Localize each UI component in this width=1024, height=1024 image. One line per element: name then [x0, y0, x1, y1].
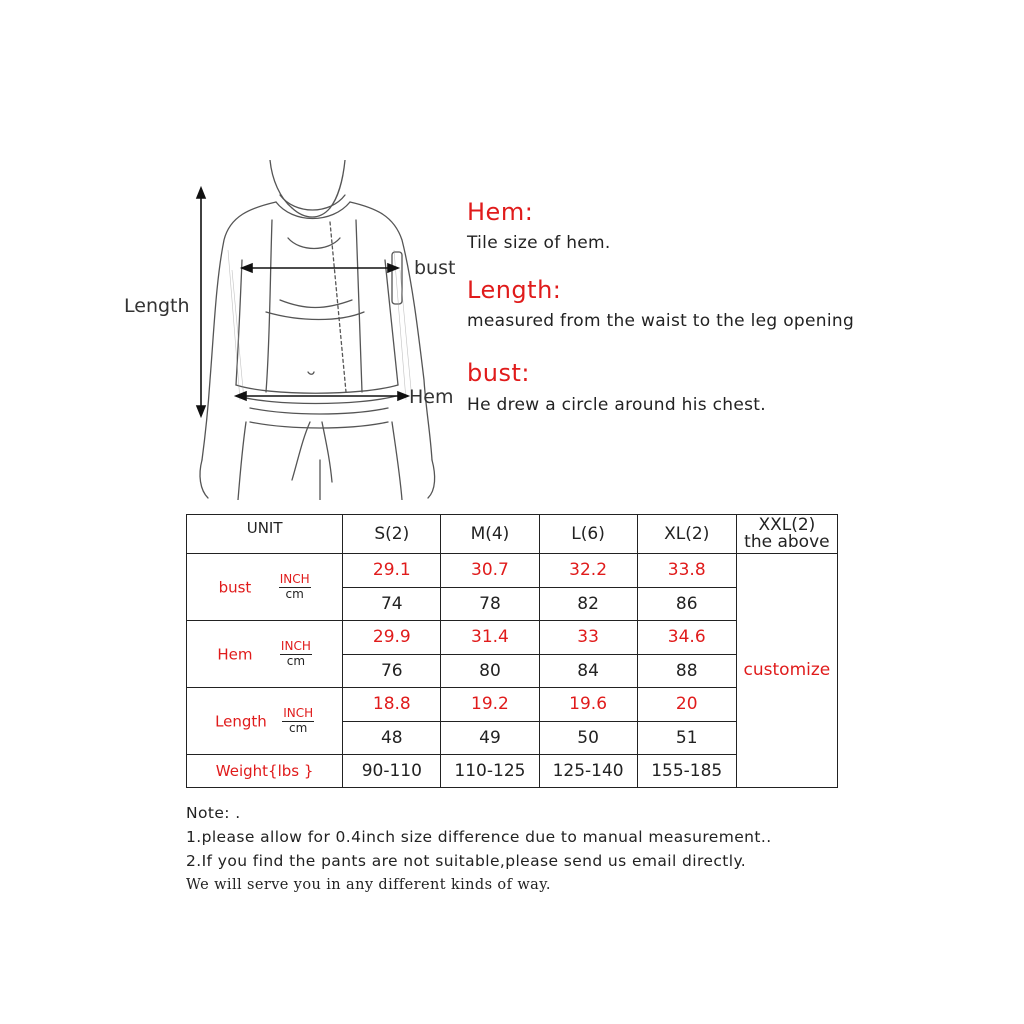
table-cell: 18.8 — [343, 688, 441, 722]
customize-cell — [736, 554, 837, 788]
table-cell: 82 — [539, 588, 637, 621]
size-header-xxl — [736, 515, 837, 554]
table-cell: 20 — [637, 688, 736, 722]
unit-header: UNIT — [187, 515, 343, 554]
customize-label: customize — [743, 660, 831, 680]
table-cell: 90-110 — [343, 755, 441, 788]
table-cell: 19.6 — [539, 688, 637, 722]
attribute-name: Hem — [217, 645, 253, 663]
note-line-2: 2.If you find the pants are not suitable,please send us email directly. — [186, 852, 747, 870]
table-cell: 78 — [441, 588, 539, 621]
table-cell: 29.1 — [343, 554, 441, 588]
note-line-1: 1.please allow for 0.4inch size difference due to manual measurement.. — [186, 828, 772, 846]
table-cell: 80 — [441, 655, 539, 688]
weight-label-cell — [187, 755, 343, 788]
unit-fraction — [279, 573, 311, 602]
table-cell: 125-140 — [539, 755, 637, 788]
weight-label: Weight{lbs } — [215, 761, 314, 780]
table-cell: 110-125 — [441, 755, 539, 788]
table-cell: 88 — [637, 655, 736, 688]
size-header-m: M(4) — [441, 515, 539, 554]
table-cell: 30.7 — [441, 554, 539, 588]
attribute-cell-bust — [187, 554, 343, 621]
table-cell: 49 — [441, 722, 539, 755]
xxl-header-line2: the above — [744, 532, 830, 552]
table-cell: 155-185 — [637, 755, 736, 788]
hem-dimension-label: Hem — [409, 386, 454, 408]
table-cell: 51 — [637, 722, 736, 755]
definition-term-bust: bust: — [467, 359, 530, 387]
unit-inch: INCH — [283, 705, 314, 720]
table-cell: 50 — [539, 722, 637, 755]
unit-cm: cm — [289, 720, 308, 735]
table-cell: 48 — [343, 722, 441, 755]
note-line-3: We will serve you in any different kinds of way. — [186, 877, 551, 893]
table-cell: 33 — [539, 621, 637, 655]
definition-term-length: Length: — [467, 276, 562, 304]
unit-cm: cm — [285, 586, 304, 601]
definition-text-hem: Tile size of hem. — [467, 233, 611, 253]
table-cell: 34.6 — [637, 621, 736, 655]
attribute-cell-length — [187, 688, 343, 755]
table-header-row — [187, 515, 838, 554]
xxl-header-line1: XXL(2) — [758, 515, 816, 535]
definition-text-bust: He drew a circle around his chest. — [467, 395, 766, 415]
unit-fraction — [280, 640, 312, 669]
size-header-s: S(2) — [343, 515, 441, 554]
table-cell: 76 — [343, 655, 441, 688]
table-cell: 74 — [343, 588, 441, 621]
size-header-xl: XL(2) — [637, 515, 736, 554]
attribute-cell-hem — [187, 621, 343, 688]
table-cell: 86 — [637, 588, 736, 621]
size-chart-table — [186, 514, 838, 788]
definition-term-hem: Hem: — [467, 198, 534, 226]
table-cell: 33.8 — [637, 554, 736, 588]
table-cell: 32.2 — [539, 554, 637, 588]
definition-text-length: measured from the waist to the leg opening — [467, 311, 855, 331]
length-dimension-label: Length — [124, 295, 190, 317]
jacket-sketch-illustration — [180, 160, 470, 500]
table-cell: 19.2 — [441, 688, 539, 722]
table-cell: 84 — [539, 655, 637, 688]
size-header-l: L(6) — [539, 515, 637, 554]
unit-cm: cm — [286, 653, 306, 668]
attribute-name: bust — [218, 578, 252, 596]
bust-dimension-label: bust — [414, 257, 456, 279]
table-row — [187, 554, 838, 588]
table-cell: 31.4 — [441, 621, 539, 655]
attribute-name: Length — [215, 712, 267, 730]
unit-inch: INCH — [279, 571, 310, 586]
table-cell: 29.9 — [343, 621, 441, 655]
unit-fraction — [282, 707, 314, 736]
note-heading: Note: . — [186, 804, 241, 822]
unit-inch: INCH — [280, 638, 311, 653]
